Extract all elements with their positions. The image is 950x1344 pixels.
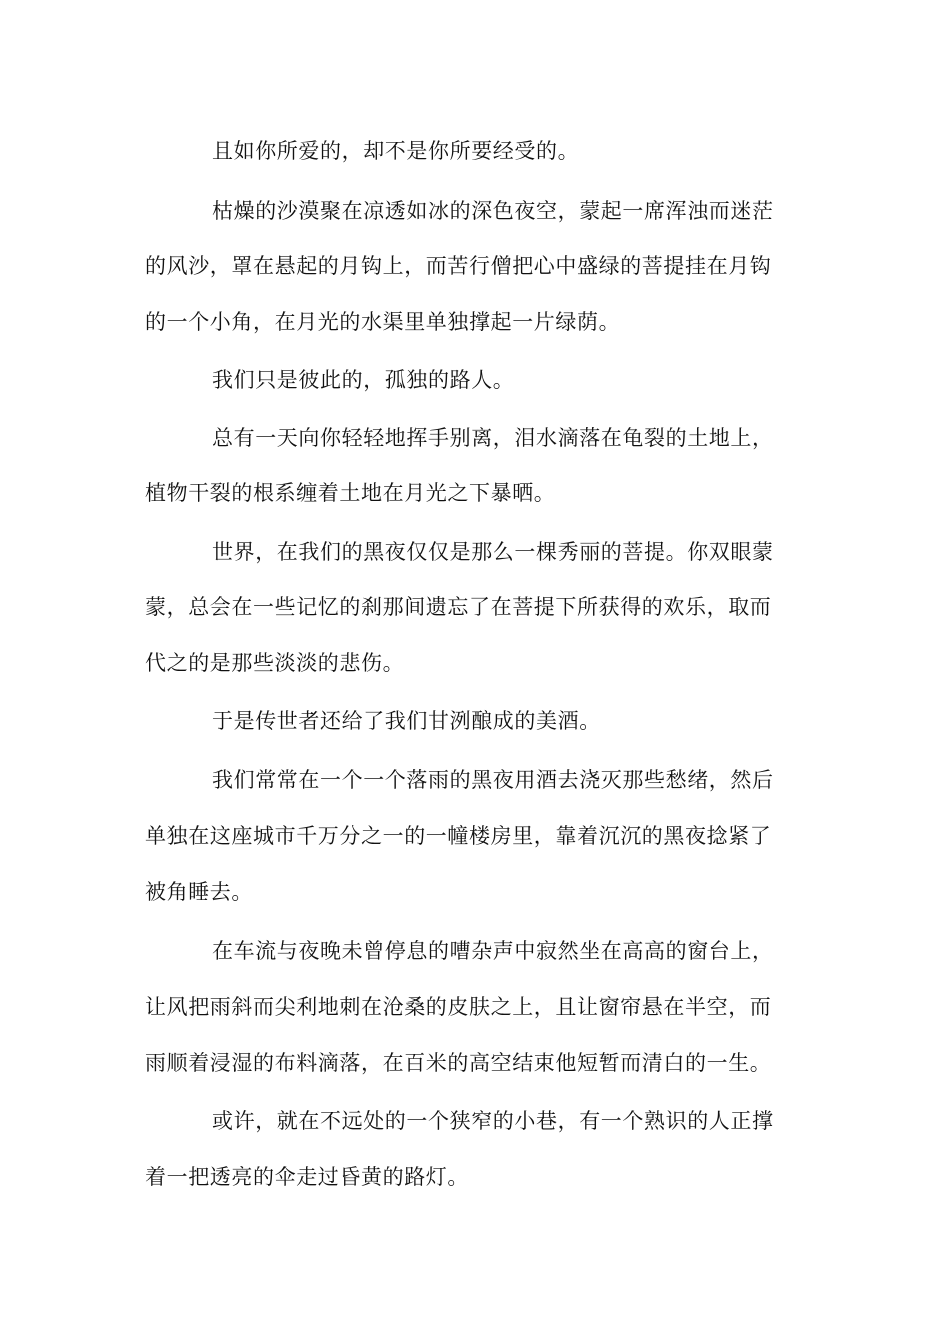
paragraph-8-line-1: 在车流与夜晚未曾停息的嘈杂声中寂然坐在高高的窗台上， — [212, 939, 774, 963]
paragraph-8-line-3: 雨顺着浸湿的布料滴落，在百米的高空结束他短暂而清白的一生。 — [145, 1051, 772, 1075]
paragraph-3-line-1: 我们只是彼此的，孤独的路人。 — [212, 368, 515, 392]
paragraph-7-line-3: 被角睡去。 — [145, 880, 253, 904]
paragraph-5-line-1: 世界，在我们的黑夜仅仅是那么一棵秀丽的菩提。你双眼蒙 — [212, 540, 774, 564]
paragraph-4-line-1: 总有一天向你轻轻地挥手别离，泪水滴落在龟裂的土地上， — [212, 426, 774, 450]
paragraph-9-line-1: 或许，就在不远处的一个狭窄的小巷，有一个熟识的人正撑 — [212, 1109, 774, 1133]
paragraph-9-line-2: 着一把透亮的伞走过昏黄的路灯。 — [145, 1165, 469, 1189]
paragraph-7-line-1: 我们常常在一个一个落雨的黑夜用酒去浇灭那些愁绪，然后 — [212, 768, 774, 792]
paragraph-8-line-2: 让风把雨斜而尖利地刺在沧桑的皮肤之上，且让窗帘悬在半空，而 — [145, 995, 772, 1019]
paragraph-1-line-1: 且如你所爱的，却不是你所要经受的。 — [212, 139, 580, 163]
paragraph-2-line-2: 的风沙，罩在悬起的月钩上，而苦行僧把心中盛绿的菩提挂在月钩 — [145, 254, 772, 278]
paragraph-7-line-2: 单独在这座城市千万分之一的一幢楼房里，靠着沉沉的黑夜捻紧了 — [145, 824, 772, 848]
paragraph-4-line-2: 植物干裂的根系缠着土地在月光之下暴晒。 — [145, 481, 556, 505]
paragraph-6-line-1: 于是传世者还给了我们甘洌酿成的美酒。 — [212, 709, 601, 733]
paragraph-5-line-3: 代之的是那些淡淡的悲伤。 — [145, 651, 405, 675]
paragraph-5-line-2: 蒙，总会在一些记忆的刹那间遗忘了在菩提下所获得的欢乐，取而 — [145, 595, 772, 619]
paragraph-2-line-3: 的一个小角，在月光的水渠里单独撑起一片绿荫。 — [145, 310, 621, 334]
paragraph-2-line-1: 枯燥的沙漠聚在凉透如冰的深色夜空，蒙起一席浑浊而迷茫 — [212, 199, 774, 223]
